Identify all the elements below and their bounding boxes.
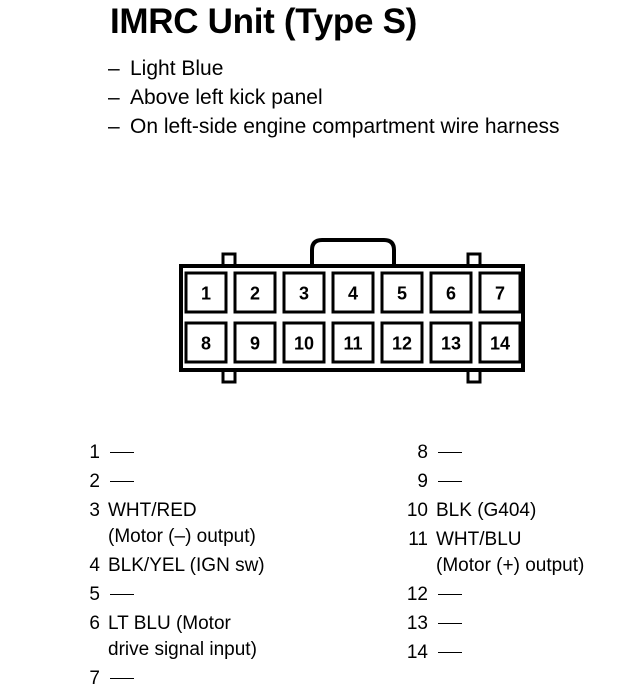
info-text: Above left kick panel (130, 86, 323, 109)
pin-description: BLK/YEL (IGN sw) (108, 555, 265, 576)
pin-entry (84, 440, 265, 466)
unused-pin-line (110, 678, 134, 679)
pin-description (436, 582, 584, 608)
connector-pin-label: 11 (343, 333, 363, 354)
info-text: Light Blue (130, 57, 224, 80)
pin-entry (84, 553, 265, 579)
connector-pin-label: 7 (494, 283, 506, 304)
info-bullet: – (108, 115, 120, 138)
pin-number: 12 (406, 584, 428, 605)
unused-pin-line (438, 623, 462, 624)
connector-lock-tab (312, 240, 394, 265)
pin-description (436, 611, 584, 637)
pin-description (436, 469, 584, 495)
connector-pin-label: 14 (489, 333, 511, 354)
pin-description (108, 666, 265, 692)
connector-pin-label: 3 (298, 283, 310, 304)
pin-number: 6 (89, 613, 100, 634)
pin-entry (402, 527, 584, 579)
pin-number: 1 (89, 442, 100, 463)
pin-number: 10 (406, 500, 428, 521)
unused-pin-line (438, 652, 462, 653)
pin-description: (Motor (–) output) (108, 526, 256, 547)
pin-entry (402, 469, 584, 495)
connector-pin-label: 4 (347, 283, 359, 304)
pin-entry (84, 469, 265, 495)
pin-entry (402, 640, 584, 666)
pin-description (108, 440, 265, 466)
unused-pin-line (438, 481, 462, 482)
pin-description: WHT/BLU (436, 529, 522, 550)
pin-number: 4 (89, 555, 100, 576)
connector-row-bottom (186, 323, 520, 362)
connector-pin-label: 10 (293, 333, 315, 354)
pin-number: 2 (89, 471, 100, 492)
unused-pin-line (110, 594, 134, 595)
pin-description: (Motor (+) output) (436, 555, 585, 576)
connector-pin-label: 5 (396, 283, 408, 304)
pin-number: 13 (406, 613, 428, 634)
pin-entry (402, 582, 584, 608)
connector-pin-label: 13 (440, 333, 462, 354)
connector-pin-label: 1 (200, 283, 212, 304)
pin-number: 7 (89, 668, 100, 689)
pin-list-left (84, 440, 265, 692)
pin-entry (84, 666, 265, 692)
info-bullet: – (108, 57, 120, 80)
connector-pin-label: 9 (249, 333, 261, 354)
pin-entry (402, 611, 584, 637)
pin-number: 9 (417, 471, 428, 492)
pin-description (436, 440, 584, 466)
unused-pin-line (438, 452, 462, 453)
pin-description: drive signal input) (108, 639, 257, 660)
pin-entry (402, 498, 584, 524)
pin-number: 11 (408, 529, 428, 550)
unused-pin-line (438, 594, 462, 595)
pin-number: 8 (417, 442, 428, 463)
info-text: On left-side engine compartment wire harness (130, 115, 560, 138)
page-title: IMRC Unit (Type S) (110, 2, 417, 41)
connector-pin-label: 8 (200, 333, 212, 354)
connector-pin-label: 6 (445, 283, 457, 304)
pin-description: WHT/RED (108, 500, 197, 521)
pin-description (108, 582, 265, 608)
pin-description: BLK (G404) (436, 500, 537, 521)
connector-row-top (186, 273, 520, 312)
pin-description (436, 640, 584, 666)
unused-pin-line (110, 481, 134, 482)
pin-entry (402, 440, 584, 466)
info-bullet: – (108, 86, 120, 109)
pin-number: 3 (89, 500, 100, 521)
pin-description: LT BLU (Motor (108, 613, 231, 634)
pin-entry (84, 582, 265, 608)
pin-number: 14 (406, 642, 428, 663)
unused-pin-line (110, 452, 134, 453)
pin-number: 5 (89, 584, 100, 605)
pin-list-right (402, 440, 584, 666)
pin-entry (84, 611, 265, 663)
pin-description (108, 469, 265, 495)
connector-pin-label: 2 (249, 283, 261, 304)
connector-pin-label: 12 (391, 333, 413, 354)
pin-entry (84, 498, 265, 550)
